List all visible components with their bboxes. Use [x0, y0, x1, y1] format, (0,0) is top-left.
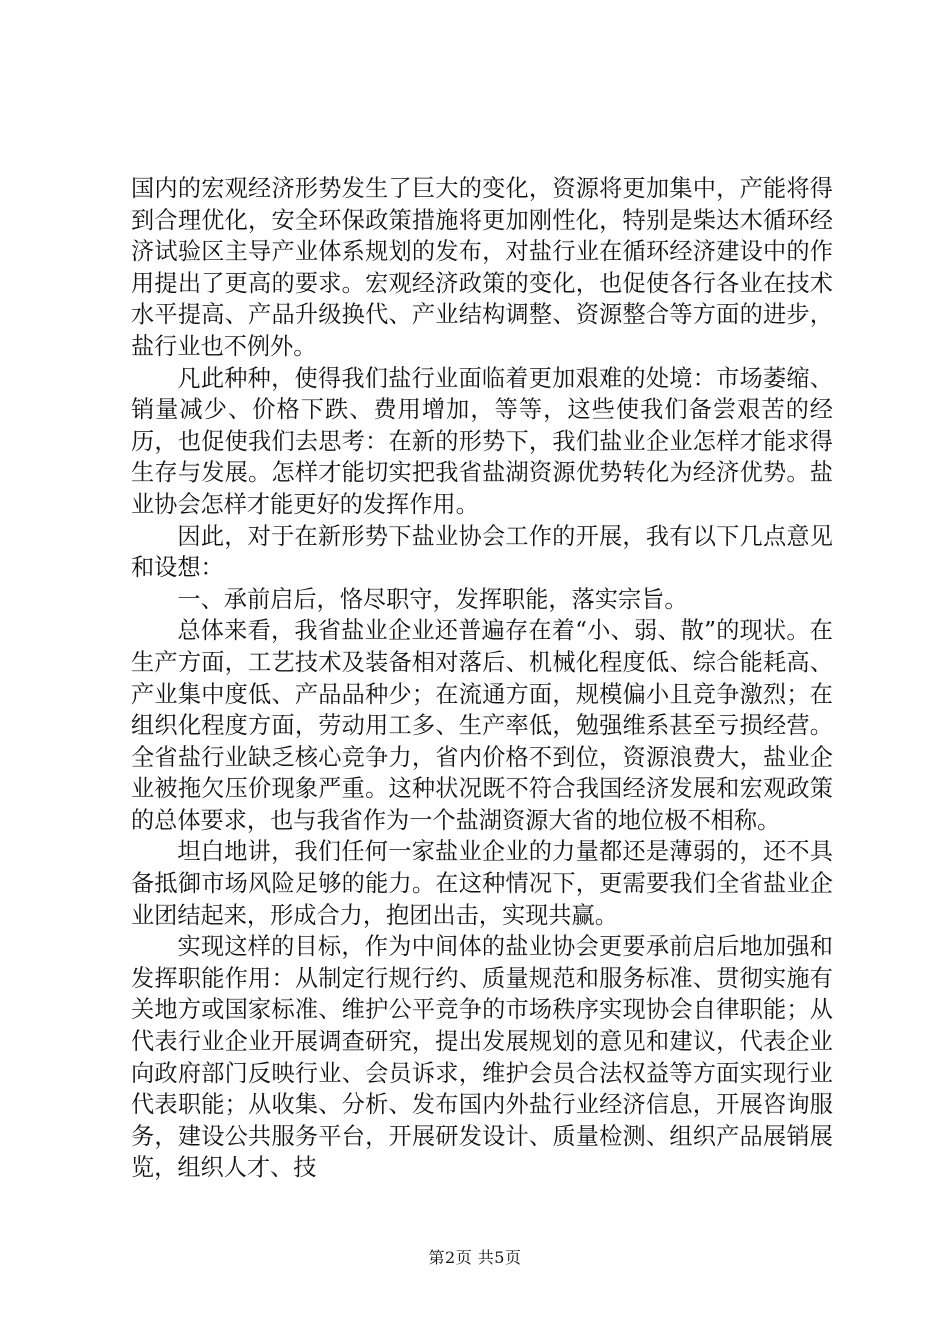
- paragraph-5: 坦白地讲，我们任何一家盐业企业的力量都还是薄弱的，还不具备抵御市场风险足够的能力。在这种情况下，更需要我们全省盐业企业团结起来，形成合力，抱团出击，实现共赢。: [131, 838, 833, 929]
- page-number-footer: 第2页 共5页: [428, 1248, 522, 1267]
- paragraph-4: 总体来看，我省盐业企业还普遍存在着“小、弱、散”的现状。在生产方面，工艺技术及装备相对落后、机械化程度低、综合能耗高、产业集中度低、产品品种少；在流通方面，规模偏小且竞争激烈；在组织化程度方面，劳动用工多、生产率低，勉强维系甚至亏损经营。全省盐行业缺乏核心竞争力，省内价格不到位，资源浪费大，盐业企业被拖欠压价现象严重。这种状况既不符合我国经济发展和宏观政策的总体要求，也与我省作为一个盐湖资源大省的地位极不相称。: [131, 617, 833, 834]
- paragraph-3: 因此，对于在新形势下盐业协会工作的开展，我有以下几点意见和设想：: [131, 522, 833, 582]
- paragraph-2: 凡此种种，使得我们盐行业面临着更加艰难的处境：市场萎缩、销量减少、价格下跌、费用增加，等等，这些使我们备尝艰苦的经历，也促使我们去思考：在新的形势下，我们盐业企业怎样才能求得生存与发展。怎样才能切实把我省盐湖资源优势转化为经济优势。盐业协会怎样才能更好的发挥作用。: [131, 364, 833, 518]
- document-body: [131, 173, 833, 1184]
- section-heading-1: 一、承前启后，恪尽职守，发挥职能，落实宗旨。: [177, 585, 688, 613]
- paragraph-6: 实现这样的目标，作为中间体的盐业协会更要承前启后地加强和发挥职能作用：从制定行规行约、质量规范和服务标准、贯彻实施有关地方或国家标准、维护公平竞争的市场秩序实现协会自律职能；从代表行业企业开展调查研究，提出发展规划的意见和建议，代表企业向政府部门反映行业、会员诉求，维护会员合法权益等方面实现行业代表职能；从收集、分析、发布国内外盐行业经济信息，开展咨询服务，建设公共服务平台，开展研发设计、质量检测、组织产品展销展览，组织人才、技: [131, 933, 833, 1182]
- paragraph-1: 国内的宏观经济形势发生了巨大的变化，资源将更加集中，产能将得到合理优化，安全环保政策措施将更加刚性化，特别是柴达木循环经济试验区主导产业体系规划的发布，对盐行业在循环经济建设中的作用提出了更高的要求。宏观经济政策的变化，也促使各行各业在技术水平提高、产品升级换代、产业结构调整、资源整合等方面的进步，盐行业也不例外。: [131, 175, 833, 360]
